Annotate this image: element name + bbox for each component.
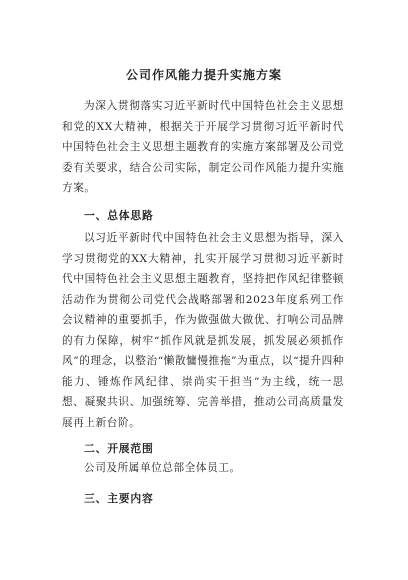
document-title: 公司作风能力提升实施方案 [125,68,282,82]
intro-paragraph: 为深入贯彻落实习近平新时代中国特色社会主义思想和党的XX大精神，根据关于开展学习贯彻习近平新时代中国特色社会主义思想主题教育的实施方案部署及公司党委有关要求，结合公司实际，制定公司作风能力提升实施方案。 [62,100,344,194]
section-body-scope: 公司及所属单位总部全体员工。 [84,462,241,474]
section-body-overall-approach: 以习近平新时代中国特色社会主义思想为指导，深入学习贯彻党的XX大精神，扎实开展学习贯彻习近平新时代中国特色社会主义思想主题教育，坚持把作风纪律整顿活动作为贯彻公司党代会战略部署和2023年度系列工作会议精神的重要抓手，作为做强做大做优、打响公司品牌的有力保障，树牢“抓作风就是抓发展，抓发展必须抓作风”的理念，以整治“懒散慵慢推拖”为重点，以“提升四种能力、锤炼作风纪律、崇尚实干担当”为主线，统一思想、凝聚共识、加强统筹、完善举措，推动公司高质量发展再上新台阶。 [62,232,344,429]
section-heading-overall-approach: 一、总体思路 [84,209,154,222]
section-heading-main-content: 三、主要内容 [84,492,154,505]
section-heading-scope: 二、开展范围 [84,442,154,455]
